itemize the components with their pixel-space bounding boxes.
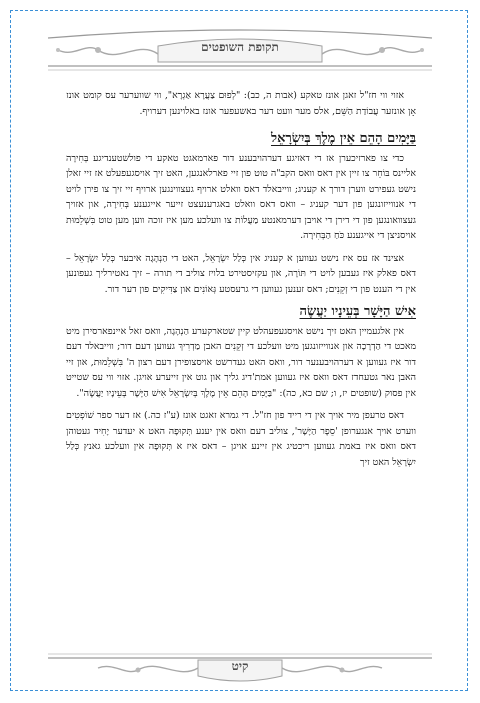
section-1-paragraph-1: כדי צו פארזיכערן אז די דאזיגע דערהויבענע דור פארמאגט טאקע די פולשטענדיגע בְּחִירָה אליינס בּוֹחֵר צו זיין אין דאס וואס הקב"ה טוט פון זיי פארלאנגען, האט זיך אויסגעפעלט אז זיי זאלן נישט געפירט ווערן דורך א קעניג; ווייבאלד דאס וואלט ארויף געצווינגען ארויף זיי זיך צו פירן לויט די אנווייזונגען פון דער קעניג – וואס דאס וואלט באגרענעצט זייער אייגענע בְּחִירָה, און אזויך געצוואונגען פון די דירן די אויבן דערמאנטע מַעֲלוֹת צו וועלכע מען איז זוכה ווען מען טוט בִּשְׁלֵמוּת אויסניצן די אייגענע כֹּחַ הַבְּחִירָה. [66, 152, 416, 241]
intro-paragraph: אזוי ווי חז"ל זאגן אונז טאקע (אבות ה, כב): "לְפוּם צַעֲרָא אַגְרָא", ווי שווערער עס קומט אונז אָן אונזער עֲבוֹדַת הַשֵּׁם, אלס מער וועט דער באשעפער אונז באלוינען דערויף. [66, 90, 416, 117]
footer-banner [38, 646, 442, 690]
section-heading-1: בַּיָּמִים הָהֵם אֵין מֶלֶךְ בְּיִשְׂרָאֵל [270, 131, 416, 146]
section-heading-2: אִישׁ הַיָּשָׁר בְּעֵינָיו יַעֲשֶׂה [299, 304, 416, 319]
section-2-paragraph-2: דאס טרעפן מיר אויך אין די רייד פון חז"ל. די גמרא זאגט אונז (ע"ז כה.) אז דער ספר שׁוֹפְטִים ווערט אויך אנגערופן 'סֵפֶר הַיָּשָׁר', צוליב דעם וואס אין יענע תְּקוּפָה האט א יעדער יָחִיד געטוהן דאס וואס איז באמת געווען ריכטיג אין זיינע אויגן – דאס איז א תְּקוּפָה אין וועלכע גאנץ כְּלַל יִשְׂרָאֵל האט זיך [66, 410, 416, 468]
header-banner [38, 20, 442, 78]
section-2-paragraph-1: אין אלגעמיין האט זיך נישט אויסגעפעהלט קיין שטארקערע הַנְהָגָה, וואס זאל איינפארסירן מיט מאכט די הַדְרָכָה און אנווייזונגען מיט וועלכע די זְקֵנִים האבן מַדְרִיךְ געווען דעם דור; ווייבאלד דעם דור איז געווען א דערהויבענער דור, וואס האט געדרשט אויסצופירן דעם רצון ה' בִּשְׁלֵמוּת, און זיי האבן נאר גטעחדז דאס וואס איז געווען אמת'דיג גליך און גוט אין זייערע אויגן. אזוי ווי עס שטייט אין פסוק (שופטים יז, ו; שם כא, כה): "בַּיָּמִים הָהֵם אֵין מֶלֶךְ בְּיִשְׂרָאֵל אִישׁ הַיָּשָׁר בְּעֵינָיו יַעֲשֶׂה". [66, 325, 416, 399]
section-1-paragraph-2: אצינד אז עס איז נישט געווען א קעניג אין כְּלַל יִשְׂרָאֵל, האט די הַנְהָגָה איבער כְּלַל יִשְׂרָאֵל – דאס פאלק איז געבען לויט די תּוֹרָה, און עקזיסטירט בלויז צוליב די תורה – זיך נאטירליך געפונען אין די הענט פון די זְקֵנִים; דאס זענען געווען די גרעסטע גְּאוֹנִים און צַדִּיקִים פון דער דור. [66, 252, 416, 295]
page-body [66, 88, 416, 477]
page-number: קיט [231, 659, 249, 673]
running-header-title: תקופת השופטים [201, 40, 279, 54]
